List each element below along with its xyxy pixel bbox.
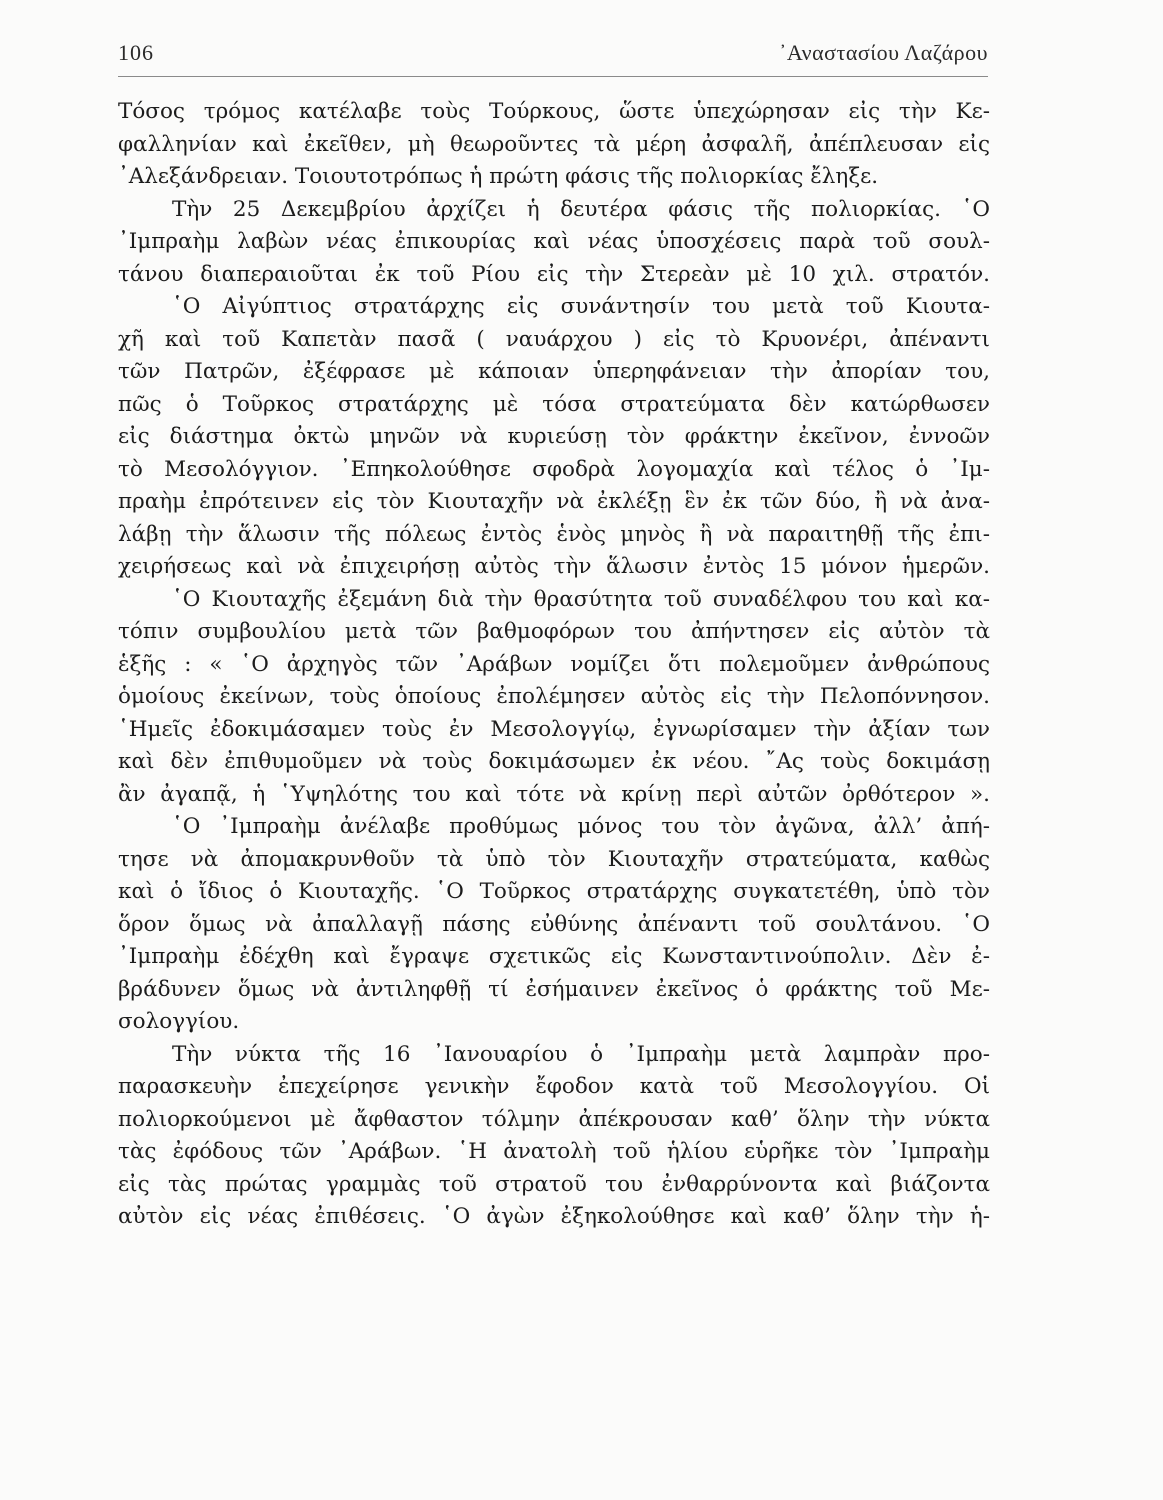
running-head: ᾿Αναστασίου Λαζάρου: [779, 40, 988, 65]
body-text: [118, 96, 990, 1234]
text-line: Τὴν νύκτα τῆς 16 ᾿Ιανουαρίου ὁ ᾿Ιμπραὴμ μετὰ λαμπρὰν προ-: [172, 1041, 990, 1067]
text-line: τὸ Μεσολόγγιον. ᾿Επηκολούθησε σφοδρὰ λογομαχία καὶ τέλος ὁ ᾿Ιμ-: [118, 456, 990, 482]
text-line: χειρήσεως καὶ νὰ ἐπιχειρήσῃ αὐτὸς τὴν ἅλωσιν ἐντὸς 15 μόνον ἡμερῶν.: [118, 554, 990, 579]
text-line: ῾Ημεῖς ἐδοκιμάσαμεν τοὺς ἐν Μεσολογγίῳ, ἐγνωρίσαμεν τὴν ἀξίαν των: [118, 716, 990, 742]
text-line: τησε νὰ ἀπομακρυνθοῦν τὰ ὑπὸ τὸν Κιουταχῆν στρατεύματα, καθὼς: [118, 846, 990, 872]
text-line: εἰς τὰς πρώτας γραμμὰς τοῦ στρατοῦ του ἐνθαρρύνοντα καὶ βιάζοντα: [118, 1171, 990, 1197]
text-line: ᾿Ιμπραὴμ ἐδέχθη καὶ ἔγραψε σχετικῶς εἰς Κωνσταντινούπολιν. Δὲν ἐ-: [118, 944, 990, 969]
text-line: τάνου διαπεραιοῦται ἐκ τοῦ Ρίου εἰς τὴν Στερεὰν μὲ 10 χιλ. στρατόν.: [118, 261, 990, 287]
text-line: χῆ καὶ τοῦ Καπετὰν πασᾶ ( ναυάρχου ) εἰς τὸ Κρυονέρι, ἀπέναντι: [118, 326, 990, 352]
text-line: πῶς ὁ Τοῦρκος στρατάρχης μὲ τόσα στρατεύματα δὲν κατώρθωσεν: [118, 391, 990, 417]
text-line: παρασκευὴν ἐπεχείρησε γενικὴν ἔφοδον κατὰ τοῦ Μεσολογγίου. Οἱ: [118, 1074, 990, 1099]
text-line: λάβῃ τὴν ἅλωσιν τῆς πόλεως ἐντὸς ἑνὸς μηνὸς ἢ νὰ παραιτηθῇ τῆς ἐπι-: [118, 521, 990, 547]
page-number: 106: [118, 40, 154, 65]
text-line: σολογγίου.: [118, 1009, 240, 1034]
text-line: ῾Ο Κιουταχῆς ἐξεμάνη διὰ τὴν θρασύτητα τοῦ συναδέλφου του καὶ κα-: [172, 586, 990, 612]
text-line: πολιορκούμενοι μὲ ἄφθαστον τόλμην ἀπέκρουσαν καθ’ ὅλην τὴν νύκτα: [118, 1106, 990, 1132]
text-line: ἂν ἀγαπᾷ, ἡ ῾Υψηλότης του καὶ τότε νὰ κρίνῃ περὶ αὐτῶν ὀρθότερον ».: [118, 781, 990, 807]
text-line: ὁμοίους ἐκείνων, τοὺς ὁποίους ἐπολέμησεν αὐτὸς εἰς τὴν Πελοπόννησον.: [118, 684, 990, 709]
page-header: [118, 40, 988, 74]
text-line: ᾿Αλεξάνδρειαν. Τοιουτοτρόπως ἡ πρώτη φάσις τῆς πολιορκίας ἔληξε.: [118, 164, 879, 189]
text-line: ῾Ο Αἰγύπτιος στρατάρχης εἰς συνάντησίν του μετὰ τοῦ Κιουτα-: [172, 294, 990, 319]
text-line: εἰς διάστημα ὀκτὼ μηνῶν νὰ κυριεύσῃ τὸν φράκτην ἐκεῖνον, ἐννοῶν: [118, 424, 990, 449]
text-line: αὐτὸν εἰς νέας ἐπιθέσεις. ῾Ο ἀγὼν ἐξηκολούθησε καὶ καθ’ ὅλην τὴν ἡ-: [118, 1204, 990, 1229]
text-line: τῶν Πατρῶν, ἐξέφρασε μὲ κάποιαν ὑπερηφάνειαν τὴν ἀπορίαν του,: [118, 359, 990, 384]
header-rule: [118, 76, 988, 77]
text-line: ἑξῆς : « ῾Ο ἀρχηγὸς τῶν ᾿Αράβων νομίζει ὅτι πολεμοῦμεν ἀνθρώπους: [118, 651, 990, 677]
text-line: ῾Ο ᾿Ιμπραὴμ ἀνέλαβε προθύμως μόνος του τὸν ἀγῶνα, ἀλλ’ ἀπή-: [172, 814, 990, 839]
text-line: Τὴν 25 Δεκεμβρίου ἀρχίζει ἡ δευτέρα φάσις τῆς πολιορκίας. ῾Ο: [172, 196, 990, 222]
text-line: πραὴμ ἐπρότεινεν εἰς τὸν Κιουταχῆν νὰ ἐκλέξῃ ἓν ἐκ τῶν δύο, ἢ νὰ ἀνα-: [118, 489, 990, 514]
text-line: ὅρον ὅμως νὰ ἀπαλλαγῇ πάσης εὐθύνης ἀπέναντι τοῦ σουλτάνου. ῾Ο: [118, 911, 990, 937]
text-line: τόπιν συμβουλίου μετὰ τῶν βαθμοφόρων του ἀπήντησεν εἰς αὐτὸν τὰ: [118, 619, 990, 644]
text-line: ᾿Ιμπραὴμ λαβὼν νέας ἐπικουρίας καὶ νέας ὑποσχέσεις παρὰ τοῦ σουλ-: [118, 229, 990, 254]
text-line: φαλληνίαν καὶ ἐκεῖθεν, μὴ θεωροῦντες τὰ μέρη ἀσφαλῆ, ἀπέπλευσαν εἰς: [118, 131, 990, 157]
text-line: καὶ δὲν ἐπιθυμοῦμεν νὰ τοὺς δοκιμάσωμεν ἐκ νέου. ῎Ας τοὺς δοκιμάσῃ: [118, 749, 990, 774]
text-line: Τόσος τρόμος κατέλαβε τοὺς Τούρκους, ὥστε ὑπεχώρησαν εἰς τὴν Κε-: [118, 99, 990, 124]
text-line: καὶ ὁ ἴδιος ὁ Κιουταχῆς. ῾Ο Τοῦρκος στρατάρχης συγκατετέθη, ὑπὸ τὸν: [118, 879, 990, 904]
text-line: τὰς ἐφόδους τῶν ᾿Αράβων. ῾Η ἀνατολὴ τοῦ ἡλίου εὑρῆκε τὸν ᾿Ιμπραὴμ: [118, 1139, 990, 1164]
text-line: βράδυνεν ὅμως νὰ ἀντιληφθῇ τί ἐσήμαινεν ἐκεῖνος ὁ φράκτης τοῦ Με-: [118, 976, 990, 1002]
